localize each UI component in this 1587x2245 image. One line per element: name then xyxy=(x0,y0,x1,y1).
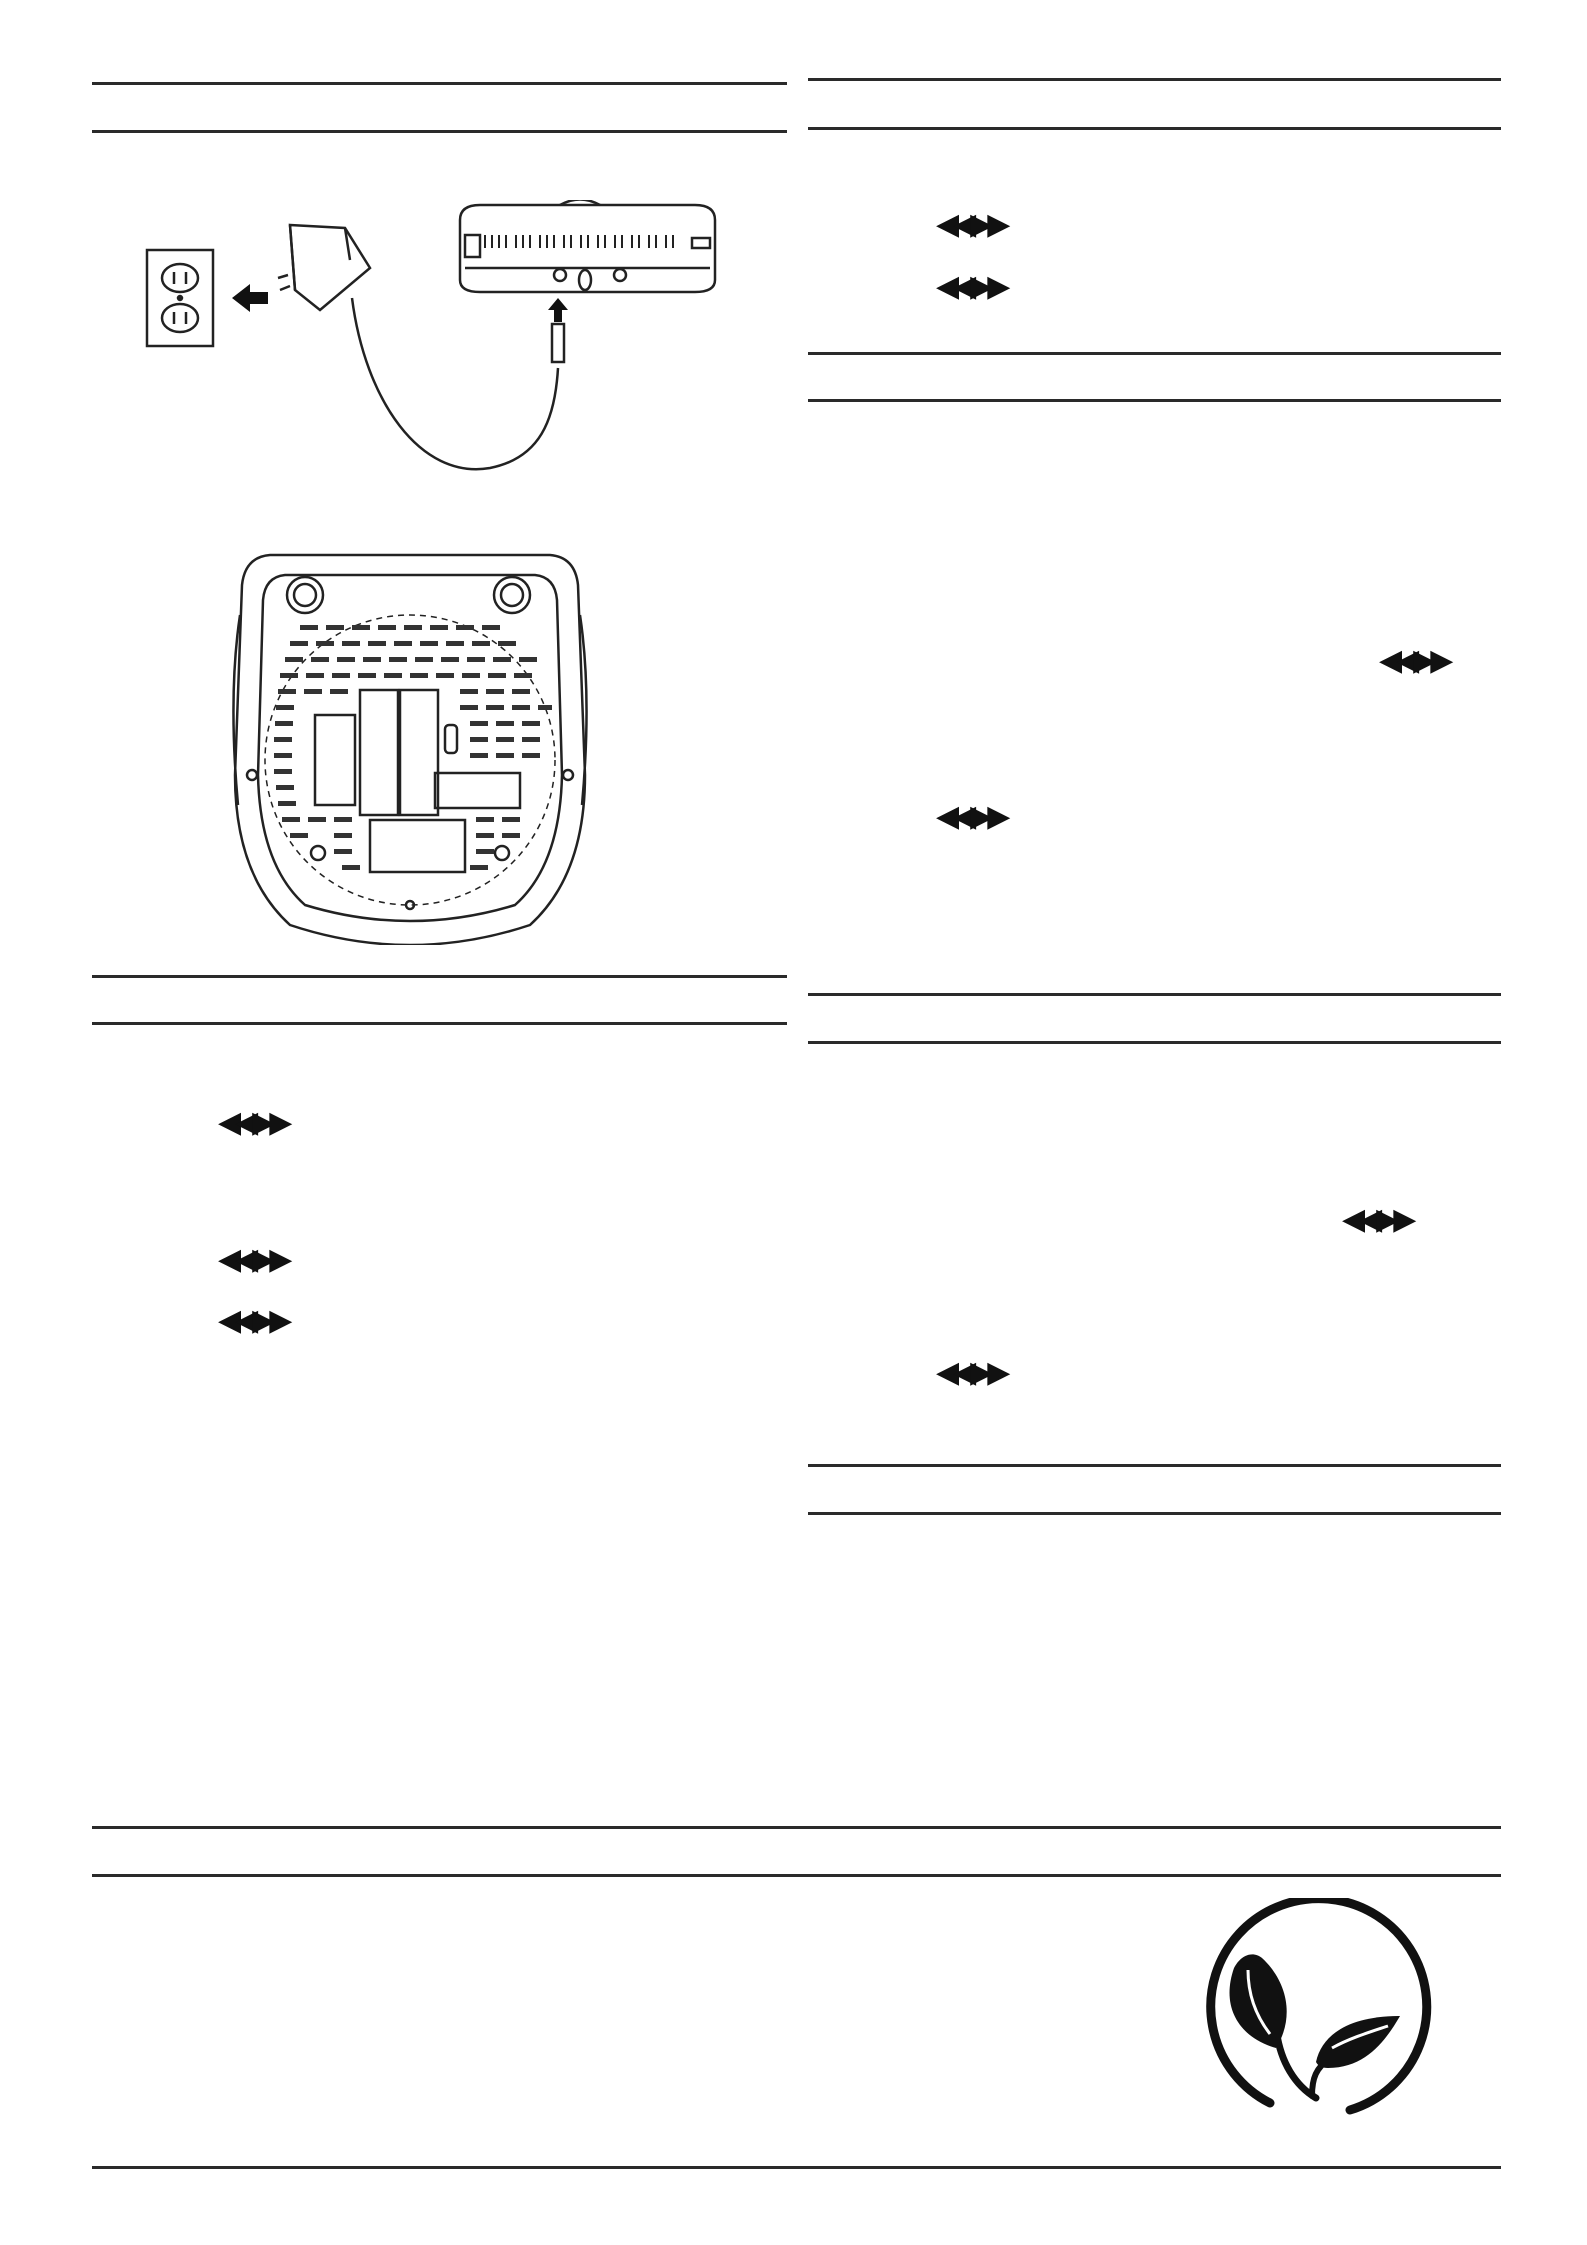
section-rule-top xyxy=(92,975,787,978)
skip-back-skip-forward-icon: ◀◀▶▶ xyxy=(936,207,1005,242)
skip-back-skip-forward-icon: ◀◀▶▶ xyxy=(1342,1202,1411,1237)
eco-leaf-logo xyxy=(1200,1898,1432,2126)
dc-plug xyxy=(552,324,564,362)
ac-adapter-connection-illustration xyxy=(140,200,740,490)
outlet-socket xyxy=(162,264,198,292)
dc-in-jack xyxy=(554,269,566,281)
skip-back-skip-forward-icon: ◀◀▶▶ xyxy=(936,799,1005,834)
section-rule-top xyxy=(92,82,787,85)
section-rule-top xyxy=(808,78,1501,81)
battery-slot xyxy=(400,690,438,815)
skip-back-skip-forward-icon: ◀◀▶▶ xyxy=(218,1242,287,1277)
arrow-left-icon xyxy=(232,284,268,312)
battery-slot xyxy=(360,690,398,815)
section-rule-bottom xyxy=(92,130,787,133)
skip-back-skip-forward-icon: ◀◀▶▶ xyxy=(218,1303,287,1338)
section-rule-bottom xyxy=(808,399,1501,402)
section-rule-bottom xyxy=(808,127,1501,130)
footer-rule xyxy=(92,2166,1501,2169)
section-rule-top xyxy=(808,352,1501,355)
section-rule-top xyxy=(808,1464,1501,1467)
battery-compartment-illustration xyxy=(230,545,590,945)
section-rule-bottom xyxy=(808,1512,1501,1515)
skip-back-skip-forward-icon: ◀◀▶▶ xyxy=(936,269,1005,304)
rubber-foot xyxy=(287,577,323,613)
skip-back-skip-forward-icon: ◀◀▶▶ xyxy=(936,1355,1005,1390)
arrow-up-icon xyxy=(548,298,568,322)
power-cord xyxy=(352,298,558,469)
section-rule-bottom xyxy=(92,1874,1501,1877)
section-rule-bottom xyxy=(92,1022,787,1025)
section-rule-bottom xyxy=(808,1041,1501,1044)
skip-back-skip-forward-icon: ◀◀▶▶ xyxy=(1379,643,1448,678)
section-rule-top xyxy=(92,1826,1501,1829)
cd-player-side-view xyxy=(460,200,715,292)
rubber-foot xyxy=(494,577,530,613)
section-rule-top xyxy=(808,993,1501,996)
ac-adapter xyxy=(278,225,370,310)
skip-back-skip-forward-icon: ◀◀▶▶ xyxy=(218,1105,287,1140)
outlet-socket xyxy=(162,304,198,332)
